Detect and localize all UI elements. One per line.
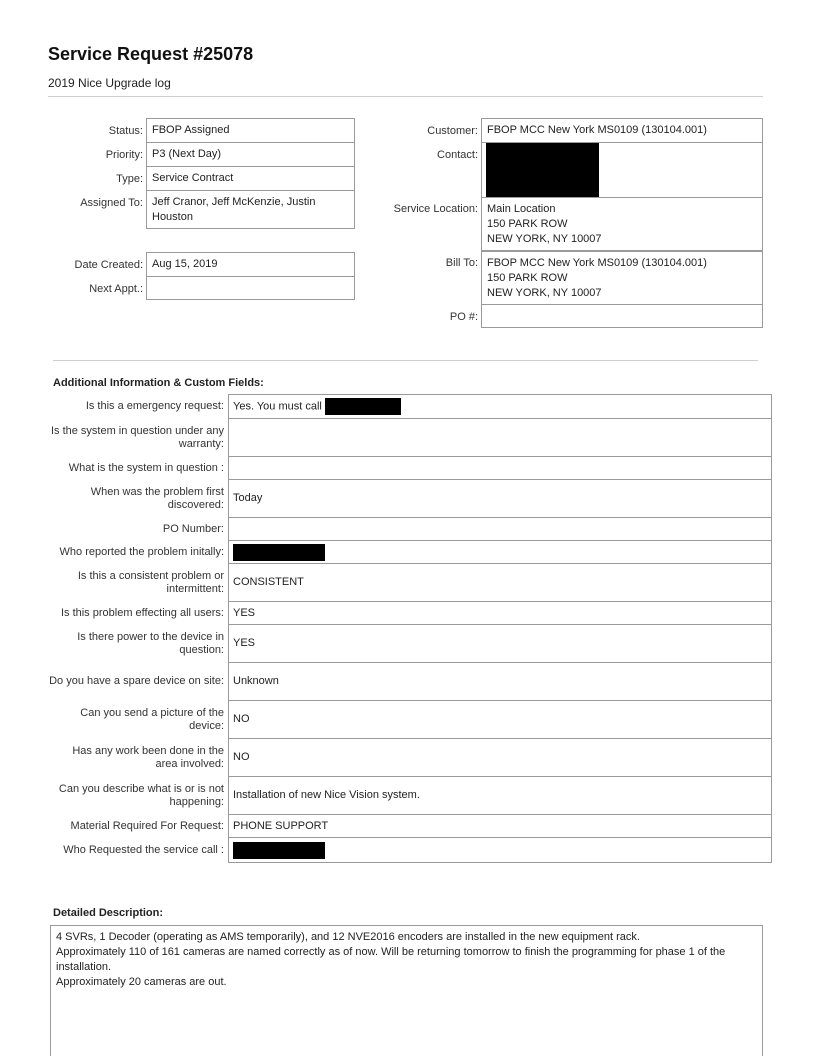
field-question: Is this problem effecting all users: xyxy=(60,606,224,619)
service-location-line: NEW YORK, NY 10007 xyxy=(487,233,602,245)
next-appt-value xyxy=(146,276,355,300)
bill-to-value xyxy=(481,251,763,305)
field-question: Who Requested the service call : xyxy=(63,843,224,856)
field-answer xyxy=(229,838,772,863)
bill-to-label: Bill To: xyxy=(445,257,478,269)
table-row xyxy=(48,395,772,419)
table-row xyxy=(48,457,772,480)
contact-redaction xyxy=(486,143,599,197)
additional-info-title: Additional Information & Custom Fields: xyxy=(53,377,264,389)
service-location-line: Main Location xyxy=(487,203,556,215)
date-created-label: Date Created: xyxy=(74,259,143,271)
field-question: When was the problem first discovered: xyxy=(90,485,224,511)
table-row xyxy=(48,541,772,564)
table-row xyxy=(48,518,772,541)
po-value xyxy=(481,304,763,328)
additional-info-table xyxy=(48,394,772,863)
date-created-value: Aug 15, 2019 xyxy=(146,252,355,277)
field-answer: NO xyxy=(229,701,772,739)
customer-label: Customer: xyxy=(427,125,478,137)
bill-to-line: 150 PARK ROW xyxy=(487,272,568,284)
service-location-value xyxy=(481,197,763,251)
field-question: Is this a emergency request: xyxy=(85,400,224,412)
status-value: FBOP Assigned xyxy=(146,118,355,143)
table-row xyxy=(48,480,772,518)
table-row xyxy=(48,625,772,663)
field-question: Has any work been done in the area involved: xyxy=(72,744,224,770)
next-appt-label: Next Appt.: xyxy=(89,283,143,295)
field-answer: Today xyxy=(229,480,772,518)
field-answer: YES xyxy=(229,602,772,625)
field-answer xyxy=(229,419,772,457)
service-location-label: Service Location: xyxy=(393,203,478,215)
field-question: Is there power to the device in question: xyxy=(77,630,224,656)
bill-to-line: FBOP MCC New York MS0109 (130104.001) xyxy=(487,257,707,269)
field-answer xyxy=(229,395,772,419)
table-row xyxy=(48,602,772,625)
page-subtitle: 2019 Nice Upgrade log xyxy=(48,76,171,90)
priority-label: Priority: xyxy=(105,149,143,161)
field-answer xyxy=(229,518,772,541)
table-row xyxy=(48,564,772,602)
page-title: Service Request #25078 xyxy=(48,44,254,64)
table-row xyxy=(48,663,772,701)
field-question: What is the system in question : xyxy=(68,461,224,474)
table-row xyxy=(48,701,772,739)
section-divider xyxy=(53,360,758,361)
description-line: Approximately 110 of 161 cameras are named correctly as of now. Will be returning tomorrow to finish the programming for phase 1 of the installation. xyxy=(56,946,726,973)
field-answer: CONSISTENT xyxy=(229,564,772,602)
field-answer: Unknown xyxy=(229,663,772,701)
field-question: Do you have a spare device on site: xyxy=(49,675,224,687)
requester-redaction xyxy=(233,842,325,859)
description-line: 4 SVRs, 1 Decoder (operating as AMS temporarily), and 12 NVE2016 encoders are installed in the new equipment rack. xyxy=(56,931,640,943)
field-question: Material Required For Request: xyxy=(70,819,224,832)
description-box xyxy=(50,925,763,1056)
header-divider xyxy=(48,96,763,97)
status-label: Status: xyxy=(108,125,143,137)
assigned-label: Assigned To: xyxy=(80,197,143,209)
priority-value: P3 (Next Day) xyxy=(146,142,355,167)
type-value: Service Contract xyxy=(146,166,355,191)
field-question: Is this a consistent problem or intermittent: xyxy=(77,569,224,595)
reporter-redaction xyxy=(233,544,325,561)
table-row xyxy=(48,777,772,815)
field-question: Who reported the problem initally: xyxy=(59,545,224,558)
phone-redaction xyxy=(325,398,401,415)
field-answer: NO xyxy=(229,739,772,777)
field-answer xyxy=(229,541,772,564)
service-location-line: 150 PARK ROW xyxy=(487,218,568,230)
field-answer: Installation of new Nice Vision system. xyxy=(229,777,772,815)
table-row xyxy=(48,815,772,838)
description-line: Approximately 20 cameras are out. xyxy=(56,976,227,988)
field-answer-text: Yes. You must call xyxy=(233,400,322,413)
bill-to-line: NEW YORK, NY 10007 xyxy=(487,287,602,299)
field-answer: PHONE SUPPORT xyxy=(229,815,772,838)
customer-value: FBOP MCC New York MS0109 (130104.001) xyxy=(481,118,763,143)
field-question: PO Number: xyxy=(162,522,224,535)
field-answer: YES xyxy=(229,625,772,663)
contact-label: Contact: xyxy=(437,149,478,161)
field-answer xyxy=(229,457,772,480)
field-question: Can you send a picture of the device: xyxy=(80,706,224,732)
field-question: Can you describe what is or is not happening: xyxy=(58,782,224,808)
type-label: Type: xyxy=(116,173,143,185)
po-label: PO #: xyxy=(449,311,478,323)
field-question: Is the system in question under any warranty: xyxy=(50,424,224,450)
description-title: Detailed Description: xyxy=(53,907,164,919)
table-row xyxy=(48,739,772,777)
table-row xyxy=(48,838,772,863)
table-row xyxy=(48,419,772,457)
assigned-value: Jeff Cranor, Jeff McKenzie, Justin Houston xyxy=(146,190,355,229)
